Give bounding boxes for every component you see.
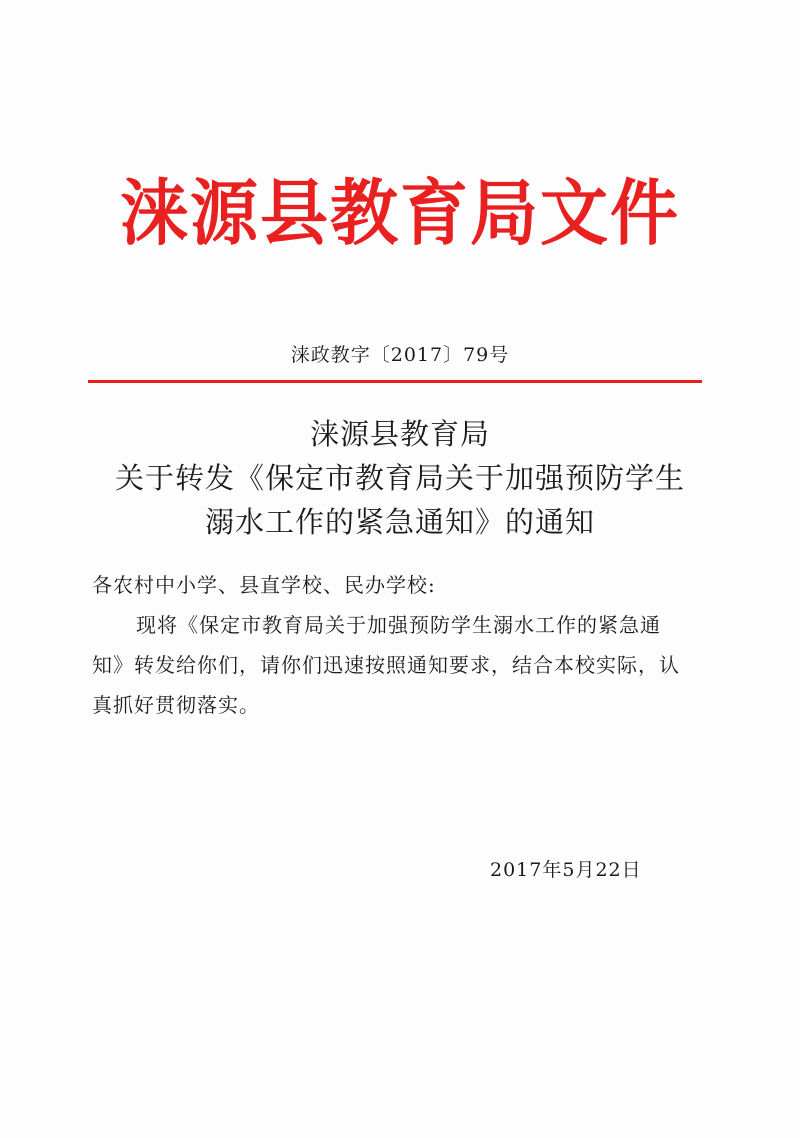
body-line-2: 知》转发给你们，请你们迅速按照通知要求，结合本校实际，认 bbox=[92, 653, 680, 677]
issue-date: 2017年5月22日 bbox=[490, 859, 642, 881]
title-line-3: 溺水工作的紧急通知》的通知 bbox=[204, 505, 595, 539]
document-number: 涞政教字〔2017〕79号 bbox=[290, 344, 510, 366]
salutation: 各农村中小学、县直学校、民办学校: bbox=[92, 573, 436, 597]
body-line-3: 真抓好贯彻落实。 bbox=[92, 693, 260, 717]
body-line-1: 现将《保定市教育局关于加强预防学生溺水工作的紧急通 bbox=[136, 613, 661, 637]
title-line-2: 关于转发《保定市教育局关于加强预防学生 bbox=[114, 461, 685, 495]
title-line-1: 涞源县教育局 bbox=[309, 417, 490, 451]
red-separator-line bbox=[88, 380, 702, 383]
body-paragraph bbox=[92, 605, 706, 725]
document-title bbox=[0, 412, 800, 544]
document-masthead: 涞源县教育局文件 bbox=[119, 173, 680, 256]
